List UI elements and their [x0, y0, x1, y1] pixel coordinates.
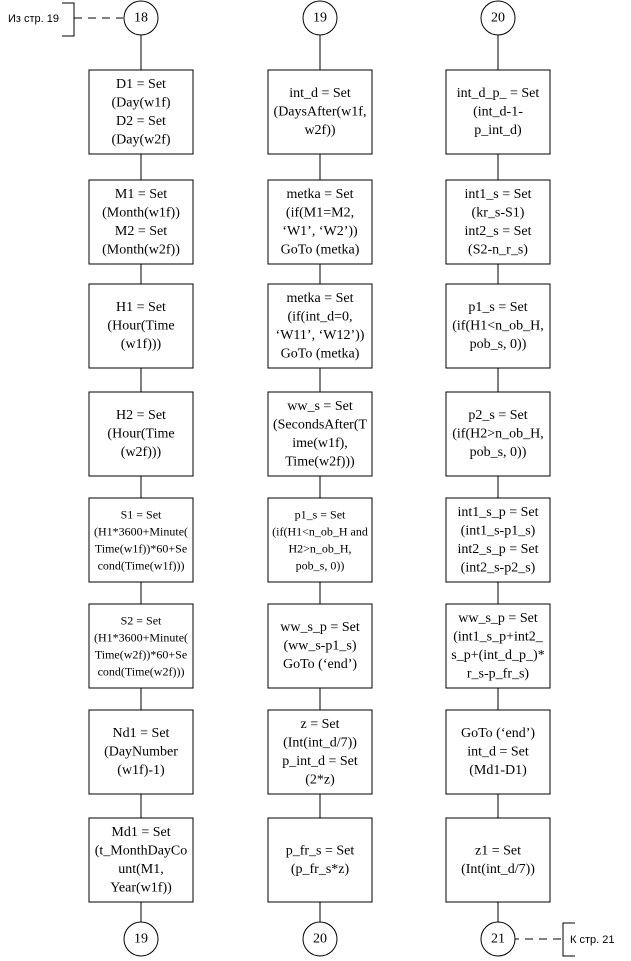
- process-box-line: (t_MonthDayCo: [94, 843, 188, 859]
- process-box-line: int1_s = Set: [464, 186, 532, 202]
- process-box-col3-4: [446, 392, 550, 476]
- process-box-col2-4: [268, 392, 372, 476]
- process-box-line: (Hour(Time: [107, 318, 175, 334]
- process-box-col3-8: [446, 818, 550, 902]
- from-page-note: [8, 3, 123, 36]
- process-box-line: pob_s, 0)): [469, 445, 527, 460]
- process-box-line: (Month(w1f)): [102, 205, 180, 221]
- connector-label: 19: [313, 10, 327, 26]
- process-box-line: (if(H1<n_ob_H and: [272, 524, 368, 539]
- process-box-line: ww_s = Set: [287, 398, 353, 414]
- connector-label: 20: [313, 931, 327, 947]
- process-box-line: (if(int_d=0,: [287, 309, 353, 325]
- process-box-col2-5: [268, 498, 372, 582]
- to-page-note-text: К стр. 21: [570, 934, 615, 946]
- process-box-line: metka = Set: [286, 290, 354, 306]
- process-box-col1-3: [89, 284, 193, 368]
- process-box-line: int_d_p_ = Set: [456, 86, 540, 101]
- process-box-line: S2 = Set: [120, 613, 162, 628]
- process-box-line: ‘W11’, ‘W12’)): [275, 327, 365, 343]
- process-box-line: p1_s = Set: [294, 507, 346, 522]
- process-box-line: int2_s = Set: [464, 223, 532, 239]
- process-box-line: (2*z): [305, 772, 335, 788]
- from-page-note-text: Из стр. 19: [8, 13, 60, 25]
- process-box-line: (Month(w2f)): [102, 242, 180, 258]
- process-box-line: z = Set: [300, 716, 340, 732]
- process-box-line: (Int(int_d/7)): [283, 735, 357, 751]
- process-box-line: p_int_d): [474, 123, 522, 138]
- process-box-line: (int_d-1-: [473, 104, 523, 120]
- process-box-col2-7: [268, 710, 372, 794]
- process-box-line: Year(w1f)): [110, 880, 172, 896]
- process-box-line: Time(w2f))*60+Se: [94, 647, 188, 662]
- process-box-line: p2_s = Set: [468, 408, 528, 423]
- process-box-col2-3: [268, 284, 372, 368]
- process-box-line: int_d = Set: [467, 744, 529, 760]
- process-box-line: p_int_d = Set: [282, 753, 358, 769]
- top-connector-3: [481, 1, 515, 35]
- process-box-col2-2: [268, 180, 372, 264]
- process-box-frame: [446, 818, 550, 902]
- process-box-line: (p_fr_s*z): [290, 861, 350, 877]
- process-box-line: Time(w1f))*60+Se: [94, 541, 188, 556]
- process-box-line: (Day(w1f): [111, 95, 171, 111]
- process-box-line: (w2f))): [120, 445, 162, 460]
- process-box-line: M1 = Set: [114, 186, 168, 202]
- process-box-col1-6: [89, 604, 193, 688]
- connector-label: 19: [134, 931, 148, 947]
- process-box-line: GoTo (‘end’): [282, 657, 358, 672]
- process-box-line: cond(Time(w1f))): [97, 558, 185, 573]
- process-box-line: (H1*3600+Minute(: [93, 630, 189, 645]
- process-box-line: metka = Set: [286, 186, 354, 202]
- process-box-line: (int2_s-p2_s): [460, 560, 536, 576]
- top-connector-2: [303, 1, 337, 35]
- process-box-line: ‘W1’, ‘W2’)): [282, 223, 358, 239]
- process-box-line: Time(w2f))): [285, 454, 355, 470]
- process-box-line: s_p+(int_d_p_)*: [451, 647, 545, 663]
- process-box-col3-5: [446, 498, 550, 582]
- process-box-col3-3: [446, 284, 550, 368]
- process-box-line: (if(H2>n_ob_H,: [452, 426, 544, 442]
- process-box-line: M2 = Set: [114, 223, 168, 239]
- process-box-line: GoTo (metka): [280, 242, 360, 258]
- process-box-line: (w1f))): [120, 337, 162, 352]
- bottom-connector-2: [303, 922, 337, 956]
- process-box-col1-2: [89, 180, 193, 264]
- process-box-line: ww_s_p = Set: [280, 620, 360, 635]
- process-box-col2-1: [268, 70, 372, 154]
- process-box-line: (DaysAfter(w1f,: [273, 104, 367, 120]
- process-box-line: (DayNumber: [104, 744, 178, 760]
- process-box-line: (S2-n_r_s): [468, 242, 528, 258]
- process-box-line: z1 = Set: [475, 843, 521, 859]
- process-box-line: (kr_s-S1): [471, 205, 525, 221]
- process-box-col1-7: [89, 710, 193, 794]
- process-box-line: D1 = Set: [116, 76, 166, 92]
- process-box-line: (if(H1<n_ob_H,: [452, 318, 544, 334]
- bottom-connector-1: [124, 922, 158, 956]
- process-box-col1-8: [89, 818, 193, 902]
- process-box-line: (SecondsAfter(T: [272, 417, 368, 433]
- process-box-line: (Md1-D1): [469, 763, 527, 778]
- process-box-line: GoTo (‘end’): [460, 726, 536, 741]
- process-box-line: int1_s_p = Set: [457, 504, 539, 520]
- process-box-line: p1_s = Set: [468, 300, 528, 315]
- process-box-line: GoTo (metka): [280, 346, 360, 362]
- process-box-line: p_fr_s = Set: [285, 843, 355, 859]
- connector-label: 21: [491, 931, 505, 947]
- process-box-col2-6: [268, 604, 372, 688]
- process-box-line: (Day(w2f): [111, 132, 171, 148]
- process-box-col3-6: [446, 604, 550, 688]
- process-box-col3-7: [446, 710, 550, 794]
- bottom-connector-3: [481, 922, 515, 956]
- process-box-line: pob_s, 0)): [469, 337, 527, 352]
- process-box-line: ww_s_p = Set: [458, 610, 538, 626]
- process-box-line: (w1f)-1): [117, 763, 165, 778]
- process-box-line: S1 = Set: [120, 507, 162, 522]
- process-box-line: (int1_s-p1_s): [460, 523, 536, 539]
- process-box-line: r_s-p_fr_s): [466, 666, 530, 682]
- process-box-line: H2>n_ob_H,: [288, 541, 352, 556]
- process-box-line: unt(M1,: [118, 861, 164, 877]
- process-box-line: (if(M1=M2,: [285, 205, 355, 221]
- process-box-line: (H1*3600+Minute(: [93, 524, 189, 539]
- process-box-line: pob_s, 0)): [295, 558, 345, 573]
- process-box-line: (Hour(Time: [107, 426, 175, 442]
- process-box-line: int_d = Set: [289, 86, 351, 101]
- process-box-line: (ww_s-p1_s): [283, 638, 357, 654]
- process-box-line: Nd1 = Set: [112, 726, 170, 741]
- process-box-line: cond(Time(w2f))): [97, 664, 185, 679]
- process-box-line: Md1 = Set: [111, 824, 171, 840]
- process-box-col1-4: [89, 392, 193, 476]
- process-box-col1-5: [89, 498, 193, 582]
- process-box-line: (int1_s_p+int2_: [453, 629, 543, 645]
- process-box-line: D2 = Set: [116, 113, 166, 129]
- process-box-col3-1: [446, 70, 550, 154]
- top-connector-1: [124, 1, 158, 35]
- process-box-col2-8: [268, 818, 372, 902]
- process-box-col1-1: [89, 70, 193, 154]
- to-page-note: [511, 923, 614, 956]
- process-box-line: int2_s_p = Set: [457, 541, 539, 557]
- process-box-line: (Int(int_d/7)): [461, 861, 535, 877]
- process-box-line: ime(w1f),: [292, 435, 348, 451]
- process-box-frame: [268, 818, 372, 902]
- process-box-line: w2f)): [304, 123, 336, 138]
- process-box-line: H1 = Set: [116, 300, 166, 315]
- connector-label: 20: [491, 10, 505, 26]
- process-box-line: H2 = Set: [116, 408, 166, 423]
- process-box-col3-2: [446, 180, 550, 264]
- connector-label: 18: [134, 10, 148, 26]
